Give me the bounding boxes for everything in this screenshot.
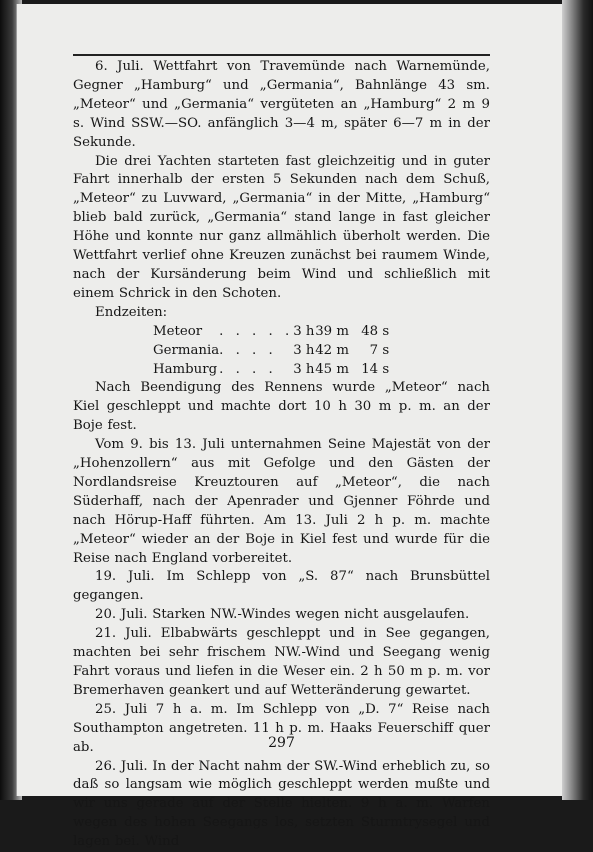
leader-dots: . . . . . (219, 323, 294, 339)
table-row (153, 342, 389, 361)
paragraph-july-25: 25. Juli 7 h a. m. Im Schlepp von „D. 7“ Reise nach Southampton angetreten. 11 h p. m. Haaks Feuerschiff quer ab. (73, 701, 490, 755)
time-minutes: 42 m (315, 342, 349, 358)
paragraph-july-19: 19. Juli. Im Schlepp von „S. 87“ nach Brunsbüttel gegangen. (73, 569, 490, 604)
time-minutes: 39 m (315, 323, 349, 339)
paragraph-july-6: 6. Juli. Wettfahrt von Travemünde nach Warnemünde, Gegner „Hamburg“ und „Germania“, Bahnlänge 43 sm. „Meteor“ und „Germania“ vergüteten an „Hamburg“ 2 m 9 s. Wind SSW.—SO. anfänglich 3—4 m, später 6—7 m in der Sekunde. (73, 59, 490, 150)
yacht-name: Hamburg (153, 361, 218, 377)
leader-dots: . . . . (219, 342, 277, 358)
page-number: 297 (268, 735, 295, 751)
time-hours: 3 h (293, 342, 315, 358)
paragraph-july-9-13: Vom 9. bis 13. Juli unternahmen Seine Majestät von der „Hohenzollern“ aus mit Gefolge und den Gästen der Nordlandsreise Kreuztouren auf „Meteor“, die nach Süderhaff, nach der Apenrader und Gjenner Föhrde und nach Hörup-Haff führten. Am 13. Juli 2 h p. m. machte „Meteor“ wieder an der Boje in Kiel fest und wurde für die Reise nach England vorbereitet. (73, 437, 490, 566)
table-row (153, 361, 389, 380)
table-row (153, 323, 389, 342)
paragraph-july-26: 26. Juli. In der Nacht nahm der SW.-Wind erheblich zu, so daß so langsam wie möglich geschleppt werden mußte und wir uns gerade auf der Stelle hielten. 9 h a. m. Warfen wegen des hohen Seegangs los, setzten Sturmtrysegel und lagen bei. Wind (73, 758, 490, 850)
time-seconds: 14 s (361, 361, 390, 377)
leader-dots: . . . . (219, 361, 277, 377)
paragraph-after-race: Nach Beendigung des Rennens wurde „Meteor“ nach Kiel geschleppt und machte dort 10 h 30 m p. m. an der Boje fest. (73, 380, 490, 434)
page-edge-right (562, 0, 593, 800)
paragraph-race-description: Die drei Yachten starteten fast gleichzeitig und in guter Fahrt innerhalb der ersten 5 Sekunden nach dem Schuß, „Meteor“ zu Luvward, „Germania“ in der Mitte, „Hamburg“ blieb bald zurück, „Germania“ stand lange in fast gleicher Höhe und konnte nur ganz allmählich überholt werden. Die Wettfahrt verlief ohne Kreuzen zunächst bei raumem Winde, nach der Kursänderung beim Wind und schließlich mit einem Schrick in den Schoten. (73, 153, 490, 301)
yacht-name: Germania (153, 342, 220, 358)
header-rule (73, 54, 490, 56)
finish-times-heading: Endzeiten: (95, 304, 168, 320)
time-seconds: 48 s (361, 323, 390, 339)
time-hours: 3 h (293, 323, 315, 339)
page-text-block (73, 58, 490, 852)
paragraph-july-20: 20. Juli. Starken NW.-Windes wegen nicht ausgelaufen. (95, 607, 470, 623)
finish-times-table (153, 323, 389, 380)
paragraph-july-21: 21. Juli. Elbabwärts geschleppt und in See gegangen, machten bei sehr frischem NW.-Wind und Seegang wenig Fahrt voraus und liefen in die Weser ein. 2 h 50 m p. m. vor Bremerhaven geankert und auf Wetteränderung gewartet. (73, 626, 490, 698)
time-hours: 3 h (293, 361, 315, 377)
time-minutes: 45 m (315, 361, 349, 377)
time-seconds: 7 s (369, 342, 390, 358)
yacht-name: Meteor (153, 323, 203, 339)
